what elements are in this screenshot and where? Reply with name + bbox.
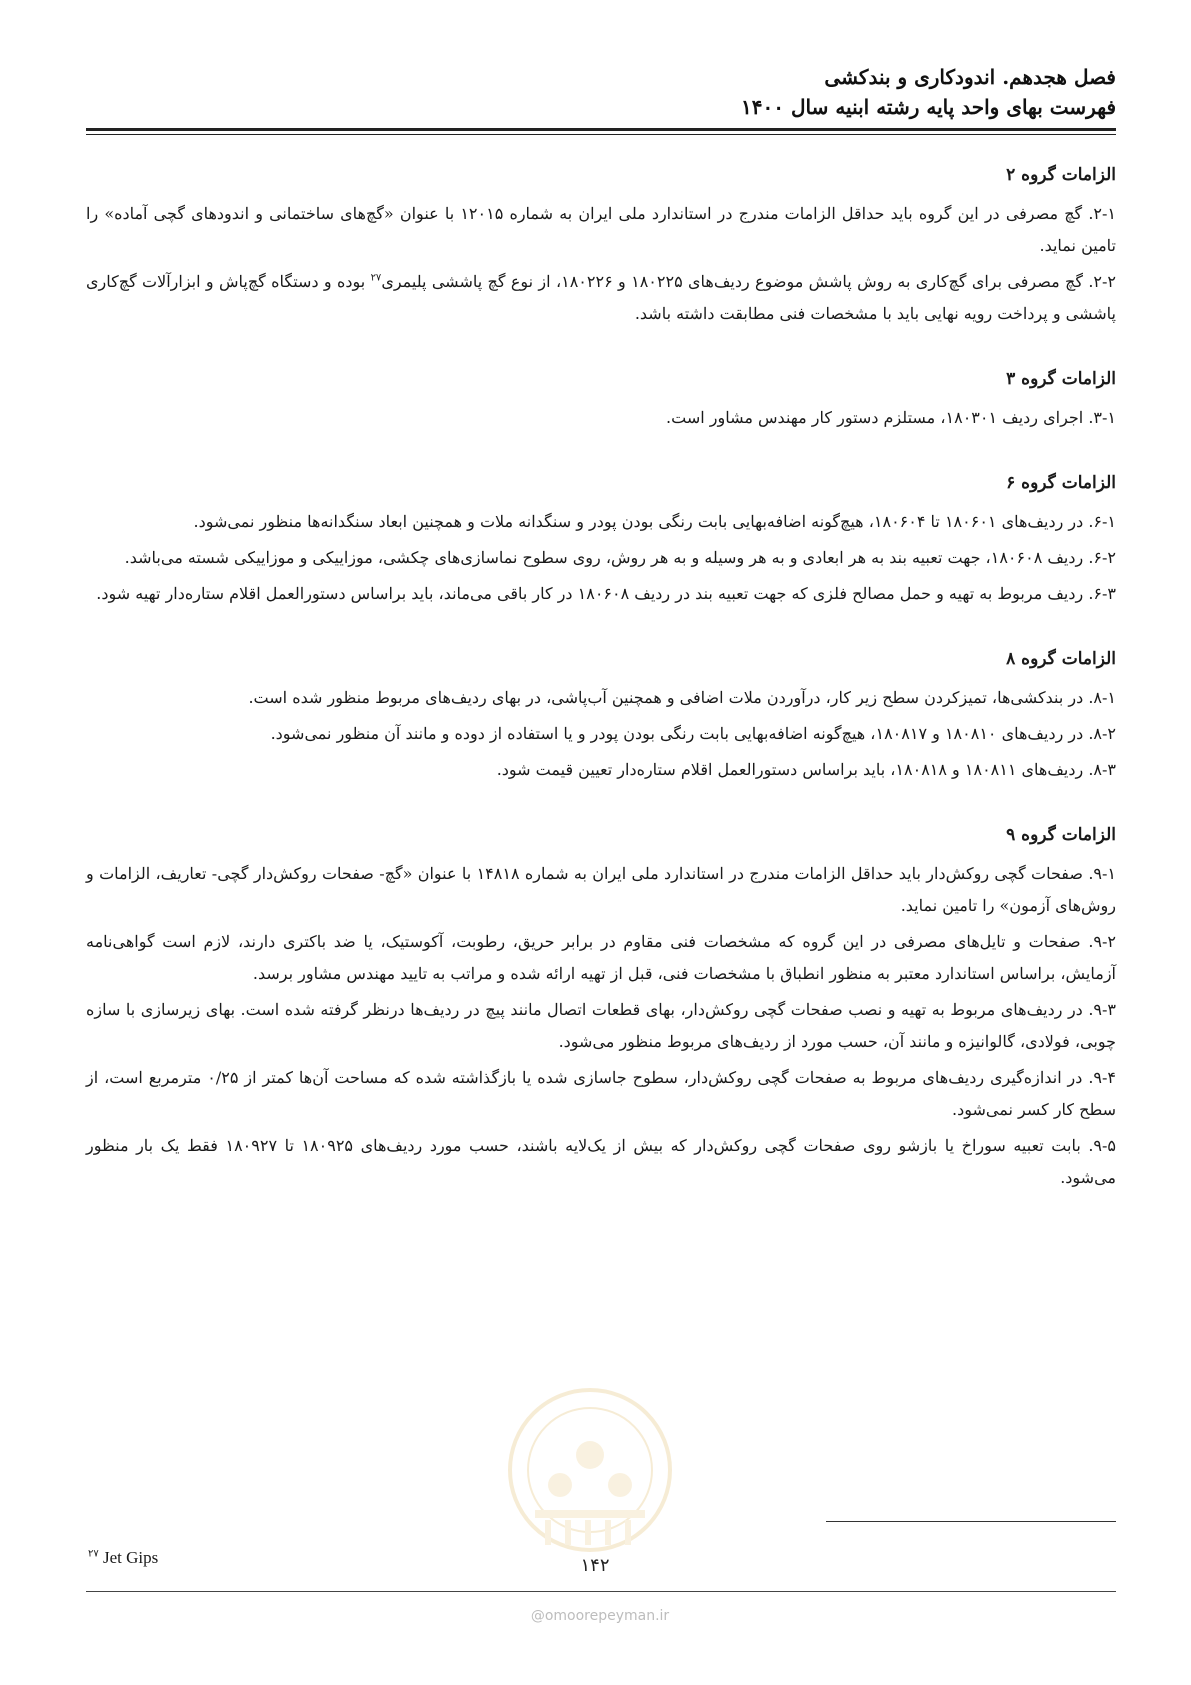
section-title: الزامات گروه ۶: [1006, 473, 1116, 493]
header-rule-thick: [86, 128, 1116, 131]
section-title: الزامات گروه ۳: [1006, 369, 1116, 389]
clause-8-3: ۸-۳. ردیف‌های ۱۸۰۸۱۱ و ۱۸۰۸۱۸، باید براساس دستورالعمل اقلام ستاره‌دار تعیین قیمت شود.: [496, 760, 1116, 779]
omoorepeyman-seal-logo-icon: [505, 1385, 675, 1570]
section-group-9: [86, 820, 1116, 1194]
document-title: فهرست بهای واحد پایه رشته ابنیه سال ۱۴۰۰: [741, 95, 1116, 119]
main-content: [86, 160, 1116, 1228]
footer-site-watermark: @omoorepeyman.ir: [530, 1608, 670, 1624]
header-rule-thin: [86, 134, 1116, 135]
clause-9-5: ۹-۵. بابت تعبیه سوراخ یا بازشو روی صفحات گچی روکش‌دار که بیش از یک‌لایه باشند، حسب مورد ردیف‌های ۱۸۰۹۲۵ تا ۱۸۰۹۲۷ فقط یک بار منظور می‌شود.: [86, 1136, 1116, 1187]
clause-9-1: ۹-۱. صفحات گچی روکش‌دار باید حداقل الزامات مندرج در استاندارد ملی ایران به شماره ۱۴۸۱۸ با عنوان «گچ- صفحات روکش‌دار گچی- تعاریف، الزامات و روش‌های آزمون» را تامین نماید.: [86, 864, 1117, 915]
section-group-6: [86, 468, 1116, 610]
clause-9-2: ۹-۲. صفحات و تایل‌های مصرفی در این گروه که مشخصات فنی مقاوم در برابر حریق، رطوبت، آکوستیک، یا ضد باکتری دارند، لازم است گواهی‌نامه آزمایش، براساس استاندارد معتبر به منظور انطباق با مشخصات فنی، قبل از تهیه ارائه شده و مراتب به تایید مهندس مشاور برسد.: [86, 932, 1116, 983]
footnote-text: Jet Gips: [103, 1548, 159, 1567]
clause-2-2: [86, 266, 1116, 330]
section-group-2: [86, 160, 1116, 330]
clause-6-3: ۶-۳. ردیف مربوط به تهیه و حمل مصالح فلزی که جهت تعبیه بند در ردیف ۱۸۰۶۰۸ در کار باقی می‌ماند، باید براساس دستورالعمل اقلام ستاره‌دار تهیه شود.: [96, 584, 1116, 603]
footer-rule: [86, 1591, 1116, 1592]
footnote-rule: [826, 1521, 1116, 1522]
section-title: الزامات گروه ۹: [1006, 825, 1116, 845]
clause-6-1: ۶-۱. در ردیف‌های ۱۸۰۶۰۱ تا ۱۸۰۶۰۴، هیچ‌گونه اضافه‌بهایی بابت رنگی بودن پودر و سنگدانه ملات و همچنین ابعاد سنگدانه‌ها منظور نمی‌شود.: [193, 512, 1116, 531]
chapter-title: فصل هجدهم. اندودکاری و بندکشی: [824, 65, 1116, 89]
clause-2-2-text-b: بوده و دستگاه گچ‌پاش و ابزارآلات گچ‌کاری پاششی و پرداخت رویه نهایی باید با مشخصات فنی مطابقت داشته باشد.: [86, 272, 1116, 323]
clause-3-1: ۳-۱. اجرای ردیف ۱۸۰۳۰۱، مستلزم دستور کار مهندس مشاور است.: [666, 408, 1116, 427]
section-title: الزامات گروه ۲: [1006, 165, 1116, 185]
clause-6-2: ۶-۲. ردیف ۱۸۰۶۰۸، جهت تعبیه بند به هر ابعادی و به هر وسیله و به هر روش، روی سطوح نماسازی‌های چکشی، موزاییکی و موزاییکی شسته می‌باشد.: [124, 548, 1116, 567]
clause-9-3: ۹-۳. در ردیف‌های مربوط به تهیه و نصب صفحات گچی روکش‌دار، بهای قطعات اتصال مانند پیچ در ردیف‌ها درنظر گرفته شده است. بهای زیرسازی با سازه چوبی، فولادی، گالوانیزه و مانند آن، حسب مورد از ردیف‌های مربوط منظور می‌شود.: [86, 1000, 1116, 1051]
footnote: [88, 1548, 158, 1568]
section-group-8: [86, 644, 1116, 786]
clause-2-1: ۲-۱. گچ مصرفی در این گروه باید حداقل الزامات مندرج در استاندارد ملی ایران به شماره ۱۲۰۱۵ با عنوان «گچ‌های ساختمانی و اندودهای گچی آماده» را تامین نماید.: [86, 204, 1116, 255]
page-number: ۱۴۲: [580, 1555, 610, 1576]
section-group-3: [86, 364, 1116, 434]
page-header: [86, 62, 1116, 122]
section-title: الزامات گروه ۸: [1006, 649, 1116, 669]
footnote-number: ۲۷: [88, 1548, 99, 1560]
clause-9-4: ۹-۴. در اندازه‌گیری ردیف‌های مربوط به صفحات گچی روکش‌دار، سطوح جاسازی شده یا بازگذاشته شده که مساحت آن‌ها کمتر از ۰/۲۵ مترمربع است، از سطح کار کسر نمی‌شود.: [86, 1068, 1117, 1119]
clause-8-1: ۸-۱. در بندکشی‌ها، تمیزکردن سطح زیر کار، درآوردن ملات اضافی و همچنین آب‌پاشی، در بهای ردیف‌های مربوط منظور شده است.: [248, 688, 1116, 707]
clause-8-2: ۸-۲. در ردیف‌های ۱۸۰۸۱۰ و ۱۸۰۸۱۷، هیچ‌گونه اضافه‌بهایی بابت رنگی بودن پودر و یا استفاده از دوده و مانند آن منظور نمی‌شود.: [270, 724, 1116, 743]
footnote-ref: ۲۷: [370, 272, 382, 284]
clause-2-2-text-a: ۲-۲. گچ مصرفی برای گچ‌کاری به روش پاشش موضوع ردیف‌های ۱۸۰۲۲۵ و ۱۸۰۲۲۶، از نوع گچ پاششی پلیمری: [381, 272, 1116, 291]
